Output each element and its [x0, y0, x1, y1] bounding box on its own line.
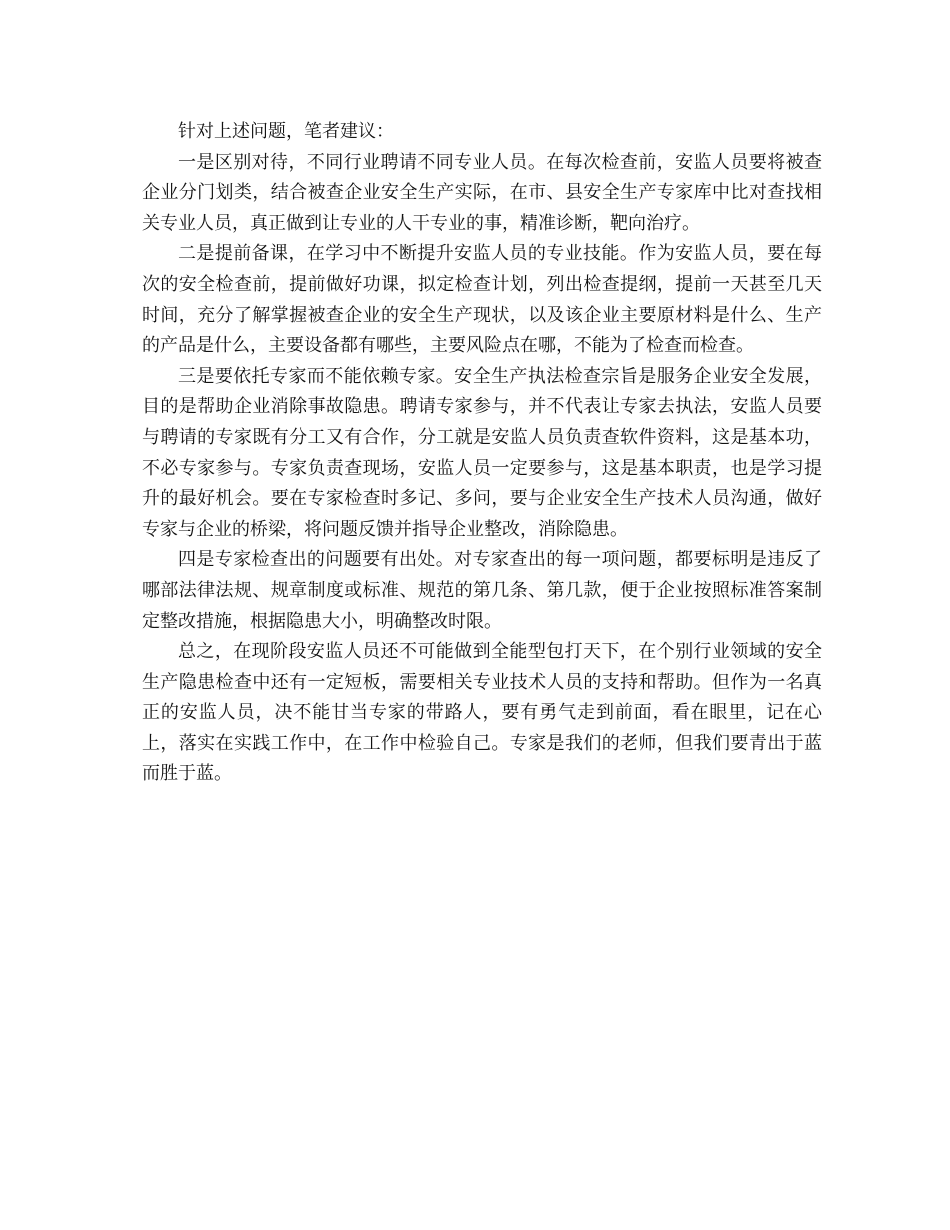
paragraph-conclusion: 总之，在现阶段安监人员还不可能做到全能型包打天下，在个别行业领域的安全生产隐患检查中还有一定短板，需要相关专业技术人员的支持和帮助。但作为一名真正的安监人员，决不能甘当专家的带路人，要有勇气走到前面，看在眼里，记在心上，落实在实践工作中，在工作中检验自己。专家是我们的老师，但我们要青出于蓝而胜于蓝。 [142, 641, 822, 785]
paragraph-suggestion-4: 四是专家检查出的问题要有出处。对专家查出的每一项问题，都要标明是违反了哪部法律法规、规章制度或标准、规范的第几条、第几款，便于企业按照标准答案制定整改措施，根据隐患大小，明确整改时限。 [142, 549, 822, 632]
paragraph-suggestion-1: 一是区别对待，不同行业聘请不同专业人员。在每次检查前，安监人员要将被查企业分门划类，结合被查企业安全生产实际，在市、县安全生产专家库中比对查找相关专业人员，真正做到让专业的人干专业的事，精准诊断，靶向治疗。 [142, 151, 822, 234]
paragraph-suggestion-2: 二是提前备课，在学习中不断提升安监人员的专业技能。作为安监人员，要在每次的安全检查前，提前做好功课，拟定检查计划，列出检查提纲，提前一天甚至几天时间，充分了解掌握被查企业的安全生产现状，以及该企业主要原材料是什么、生产的产品是什么，主要设备都有哪些，主要风险点在哪，不能为了检查而检查。 [142, 243, 822, 357]
paragraph-intro: 针对上述问题，笔者建议： [178, 121, 394, 142]
paragraph-suggestion-3: 三是要依托专家而不能依赖专家。安全生产执法检查宗旨是服务企业安全发展，目的是帮助企业消除事故隐患。聘请专家参与，并不代表让专家去执法，安监人员要与聘请的专家既有分工又有合作，分工就是安监人员负责查软件资料，这是基本功，不必专家参与。专家负责查现场，安监人员一定要参与，这是基本职责，也是学习提升的最好机会。要在专家检查时多记、多问，要与企业安全生产技术人员沟通，做好专家与企业的桥梁，将问题反馈并指导企业整改，消除隐患。 [142, 365, 822, 540]
document-body [142, 117, 822, 790]
